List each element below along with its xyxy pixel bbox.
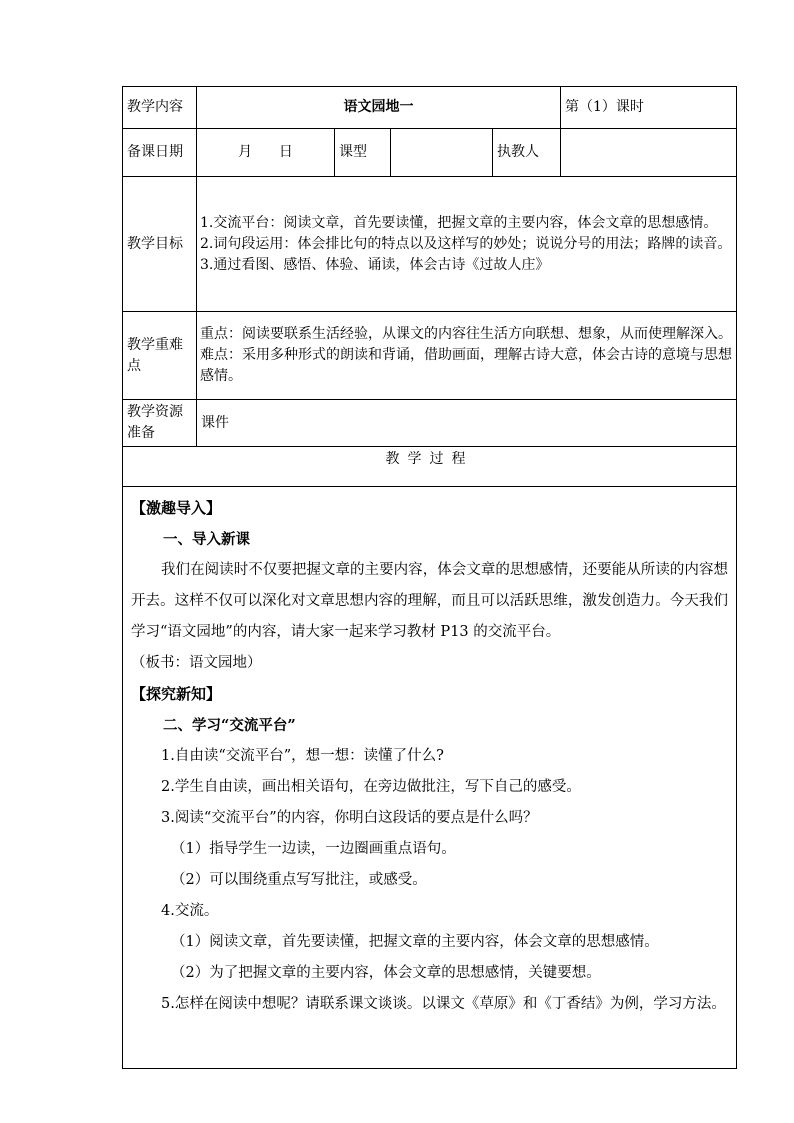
row-date — [123, 129, 737, 177]
objective-item: 2.词句段运用：体会排比句的特点以及这样写的妙处；说说分号的用法；路牌的读音。 — [200, 235, 732, 252]
row-key-points — [123, 312, 737, 400]
row-process-title — [123, 447, 737, 487]
sub-heading: 二、学习“交流平台” — [163, 717, 296, 734]
key-points-label: 教学重难点 — [123, 312, 197, 400]
board-note: （板书：语文园地） — [131, 655, 262, 671]
row-resources — [123, 400, 737, 447]
period-value: 第（1）课时 — [561, 87, 737, 129]
lesson-title: 语文园地一 — [197, 87, 561, 129]
type-label: 课型 — [335, 129, 391, 177]
date-value: 月 日 — [197, 129, 335, 177]
objectives-content — [197, 177, 737, 312]
difficulty-text: 难点：采用多种形式的朗读和背诵，借助画面，理解古诗大意，体会古诗的意境与思想感情。 — [200, 347, 732, 384]
step-subitem: （2）为了把握文章的主要内容，体会文章的思想感情，关键要想。 — [171, 965, 601, 981]
process-title: 教学过程 — [123, 447, 737, 487]
resources-value: 课件 — [197, 400, 737, 447]
process-body — [123, 487, 737, 1069]
step-item: 1.自由读“交流平台”，想一想：读懂了什么? — [161, 748, 444, 764]
objective-item: 1.交流平台：阅读文章，首先要读懂，把握文章的主要内容，体会文章的思想感情。 — [200, 214, 718, 231]
step-subitem: （1）阅读文章，首先要读懂，把握文章的主要内容，体会文章的思想感情。 — [171, 934, 659, 950]
section-heading: 【激趣导入】 — [131, 499, 222, 517]
sub-heading: 一、导入新课 — [163, 531, 250, 548]
teacher-value — [561, 129, 737, 177]
step-item: 3.阅读“交流平台”的内容，你明白这段话的要点是什么吗？ — [161, 810, 538, 826]
intro-paragraph: 我们在阅读时不仅要把握文章的主要内容，体会文章的思想感情，还要能从所读的内容想开去。这样不仅可以深化对文章思想内容的理解，而且可以活跃思维，激发创造力。今天我们学习“语文园地”的内容，请大家一起来学习教材 P13 的交流平台。 — [131, 562, 728, 640]
content-label: 教学内容 — [123, 87, 197, 129]
resources-label: 教学资源准备 — [123, 400, 197, 447]
focus-text: 重点：阅读要联系生活经验，从课文的内容往生活方向联想、想象，从而使理解深入。 — [200, 326, 732, 342]
row-process-body — [123, 487, 737, 1069]
objectives-label: 教学目标 — [123, 177, 197, 312]
row-content — [123, 87, 737, 129]
objective-item: 3.通过看图、感悟、体验、诵读，体会古诗《过故人庄》 — [200, 256, 550, 273]
teacher-label: 执教人 — [493, 129, 561, 177]
row-objectives — [123, 177, 737, 312]
step-item: 4.交流。 — [161, 903, 219, 919]
step-item: 5.怎样在阅读中想呢？请联系课文谈谈。以课文《草原》和《丁香结》为例，学习方法。 — [161, 996, 726, 1012]
section-heading: 【探究新知】 — [131, 685, 222, 703]
step-item: 2.学生自由读，画出相关语句，在旁边做批注，写下自己的感受。 — [161, 779, 581, 795]
lesson-plan-table — [122, 86, 737, 1069]
date-label: 备课日期 — [123, 129, 197, 177]
step-subitem: （2）可以围绕重点写写批注，或感受。 — [171, 872, 427, 888]
step-subitem: （1）指导学生一边读，一边圈画重点语句。 — [171, 841, 456, 857]
key-points-content — [197, 312, 737, 400]
lesson-plan-page — [122, 86, 736, 1069]
type-value — [391, 129, 493, 177]
